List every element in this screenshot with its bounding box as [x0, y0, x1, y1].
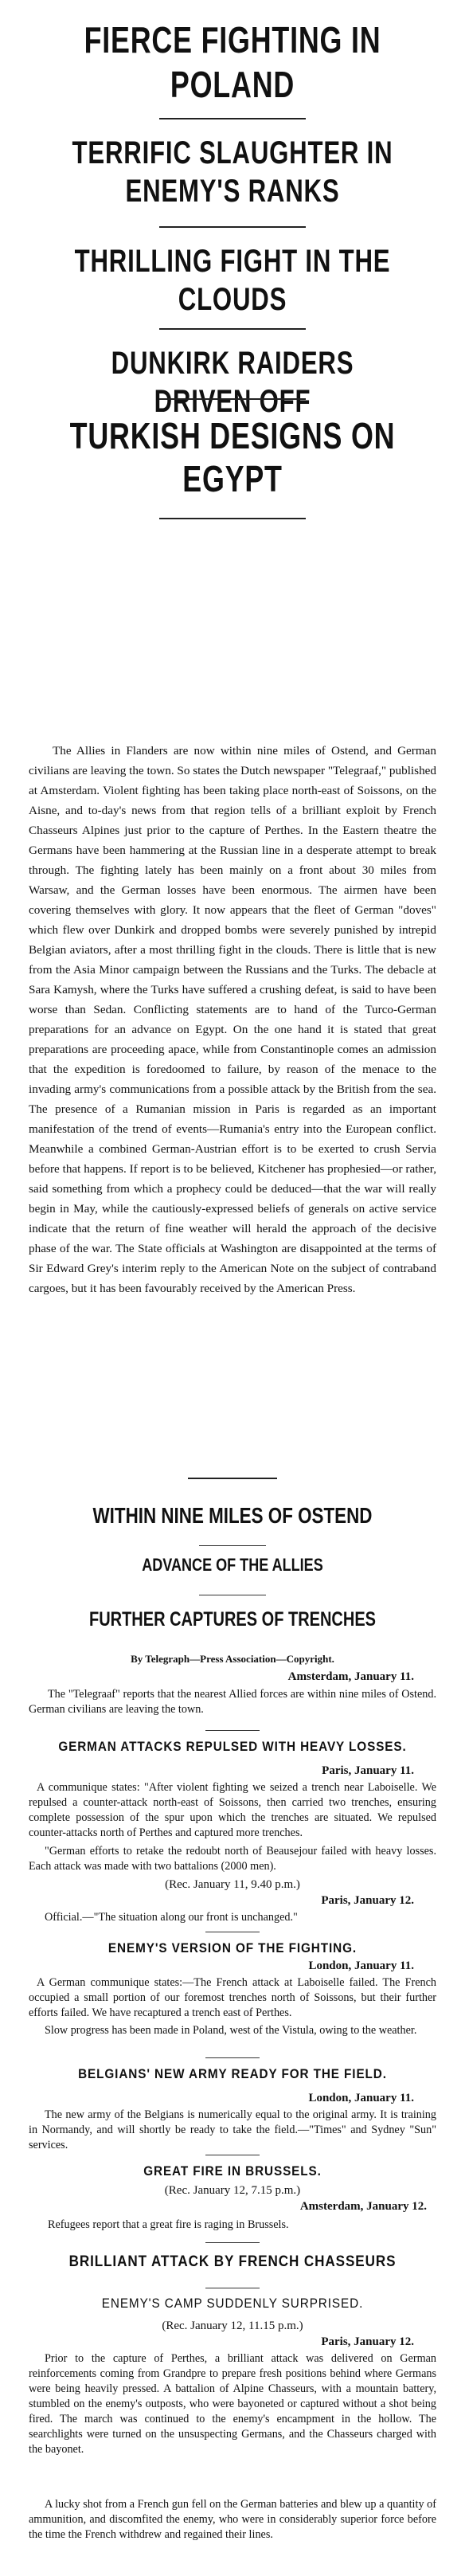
divider	[188, 1478, 277, 1479]
headline-dunkirk-raiders: DUNKIRK RAIDERS DRIVEN OFF	[111, 346, 354, 419]
dateline-amsterdam: Amsterdam, January 11.	[287, 1670, 414, 1683]
poland-progress: Slow progress has been made in Poland, west of the Vistula, owing to the weather.	[45, 2024, 417, 2037]
headline-turkish-designs: TURKISH DESIGNS ON EGYPT	[69, 415, 396, 499]
dateline-amsterdam: Amsterdam, January 12.	[299, 2200, 427, 2213]
headline-further-captures: FURTHER CAPTURES OF TRENCHES	[88, 1608, 377, 1631]
divider	[205, 2057, 260, 2058]
headline-enemy-camp: ENEMY'S CAMP SUDDENLY SURPRISED.	[101, 2296, 364, 2311]
headline-thrilling-fight: THRILLING FIGHT IN THE CLOUDS	[74, 244, 391, 317]
received-time: (Rec. January 11, 9.40 p.m.)	[165, 1878, 300, 1891]
chasseurs-lucky-shot: A lucky shot from a French gun fell on the German batteries and blew up a quantity of ammunition, and discomfited the enemy, who were in considerably superior force before the time the French withdrew and regained their lines.	[29, 2498, 436, 2541]
headline-terrific-slaughter: TERRIFIC SLAUGHTER IN ENEMY'S RANKS	[72, 135, 393, 209]
headline-fierce-fighting: FIERCE FIGHTING IN POLAND	[84, 19, 381, 105]
german-attacks-communique: A communique states: "After violent fighting we seized a trench near Laboiselle. We repulsed a counter-attack north-east of Soissons, then carried two trenches, ensuring complete possession of the spur upon which the trenches are situated. We repulsed counter-attacks north of Perthes and captured more trenches.	[29, 1781, 436, 1839]
dateline-paris: Paris, January 12.	[321, 1894, 414, 1907]
divider	[159, 398, 306, 400]
received-time: (Rec. January 12, 7.15 p.m.)	[164, 2184, 301, 2197]
press-credit: By Telegraph—Press Association—Copyright.	[131, 1653, 334, 1665]
official-statement: Official.—"The situation along our front is unchanged."	[45, 1911, 298, 1924]
divider	[199, 1545, 266, 1546]
chasseurs-attack-report: Prior to the capture of Perthes, a brilliant attack was delivered on German reinforcements coming from Grandpre to prepare fresh positions behind where Germans were being heavily pressed. A battalion of Alpine Chasseurs, with a mountain battery, stumbled on the enemy's outposts, who were bayoneted or captured without a shot being fired. The march was continued to the enemy's encampment in the hollow. The searchlights were turned on the unsuspecting Germans, and the Chasseurs charged with the bayonet.	[29, 2352, 436, 2456]
dateline-paris: Paris, January 11.	[322, 1764, 414, 1777]
divider	[159, 518, 306, 519]
divider	[205, 1730, 260, 1731]
headline-german-attacks: GERMAN ATTACKS REPULSED WITH HEAVY LOSSES.	[58, 1739, 407, 1754]
headline-great-fire: GREAT FIRE IN BRUSSELS.	[143, 2163, 322, 2179]
headline-brilliant-attack: BRILLIANT ATTACK BY FRENCH CHASSEURS	[68, 2253, 397, 2270]
dateline-paris: Paris, January 12.	[321, 2335, 414, 2348]
headline-enemy-version: ENEMY'S VERSION OF THE FIGHTING.	[107, 1940, 358, 1955]
divider	[159, 118, 306, 119]
dateline-london: London, January 11.	[308, 2092, 414, 2104]
received-time: (Rec. January 12, 11.15 p.m.)	[162, 2320, 303, 2332]
ostend-report: The "Telegraaf" reports that the nearest Allied forces are within nine miles of Ostend. German civilians are leaving the town.	[29, 1688, 436, 1716]
headline-belgians-army: BELGIANS' NEW ARMY READY FOR THE FIELD.	[78, 2066, 387, 2081]
enemy-communique: A German communique states:—The French attack at Laboiselle failed. The French occupied a small portion of our foremost trenches north of Soissons, but their further efforts failed. We have recaptured a trench east of Perthes.	[29, 1976, 436, 2019]
headline-within-nine-miles: WITHIN NINE MILES OF OSTEND	[92, 1503, 373, 1528]
divider	[205, 2242, 260, 2243]
headline-advance-allies: ADVANCE OF THE ALLIES	[142, 1555, 323, 1575]
brussels-report: Refugees report that a great fire is raging in Brussels.	[48, 2218, 289, 2231]
main-story-paragraph: The Allies in Flanders are now within nine miles of Ostend, and German civilians are leaving the town. So states the Dutch newspaper "Telegraaf," published at Amsterdam. Violent fighting has been taking place north-east of Soissons, on the Aisne, and to-day's news from that region tells of a brilliant exploit by French Chasseurs Alpines just prior to the capture of Perthes. In the Eastern theatre the Germans have been hammering at the Russian line in a desperate attempt to break through. The fighting lately has been mainly on a front about 30 miles from Warsaw, and the German losses have been enormous. The airmen have been covering themselves with glory. It now appears that the fleet of German "doves" which flew over Dunkirk and dropped bombs were severely punished by intrepid Belgian aviators, after a most thrilling fight in the clouds. There is little that is new from the Asia Minor campaign between the Russians and the Turks. The debacle at Sara Kamysh, where the Turks have suffered a crushing defeat, is said to have been worse than Sedan. Conflicting statements are to hand of the Turco-German preparations for an advance on Egypt. On the one hand it is stated that great preparations are proceeding apace, while from Constantinople comes an admission that the expedition is foredoomed to failure, by reason of the menace to the invading army's communications from a possible attack by the British from the sea. The presence of a Rumanian mission in Paris is regarded as an important manifestation of the trend of events—Rumania's entry into the European conflict. Meanwhile a combined German-Austrian effort is to be exerted to crush Servia before that happens. If report is to be believed, Kitchener has prophesied—or rather, said something from which a prophecy could be deduced—that the war will really begin in May, while the cautiously-expressed beliefs of generals on active service indicate that the return of fine weather will herald the approach of the decisive phase of the war. The State officials at Washington are disappointed at the terms of Sir Edward Grey's interim reply to the American Note on the subject of contraband cargoes, but it has been favourably received by the American Press.	[29, 744, 436, 1295]
german-attacks-redoubt: "German efforts to retake the redoubt north of Beausejour failed with heavy losses. Each attack was made with two battalions (2000 men).	[29, 1845, 436, 1873]
belgians-report: The new army of the Belgians is numerically equal to the original army. It is training in Normandy, and will shortly be ready to take the field.—"Times" and Sydney "Sun" services.	[29, 2108, 436, 2151]
divider	[159, 226, 306, 228]
divider	[159, 328, 306, 330]
dateline-london: London, January 11.	[308, 1959, 414, 1972]
